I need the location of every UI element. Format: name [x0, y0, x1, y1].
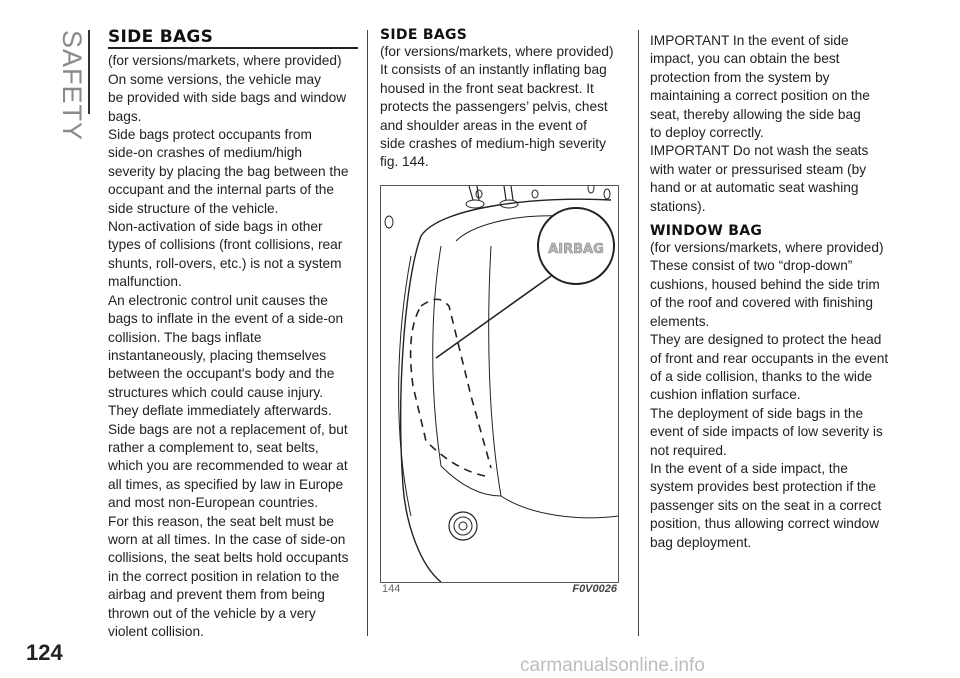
text-line: worn at all times. In the case of side-on: [108, 531, 346, 547]
text-line: side-on crashes of medium/high: [108, 145, 303, 161]
text-line: between the occupant's body and the: [108, 366, 335, 382]
text-line: protects the passengers’ pelvis, chest: [380, 99, 608, 115]
text-line: IMPORTANT In the event of side: [650, 33, 849, 48]
window-bag-heading: WINDOW BAG: [650, 223, 763, 240]
text-line: For this reason, the seat belt must be: [108, 513, 334, 529]
side-bags-subheading: (for versions/markets, where provided): [108, 53, 342, 69]
text-line: which you are recommended to wear at: [108, 458, 348, 474]
column-1: [108, 28, 358, 641]
text-line: The deployment of side bags in the: [650, 405, 864, 421]
text-line: structures which could cause injury.: [108, 384, 324, 400]
text-line: of a side collision, thanks to the wide: [650, 368, 873, 384]
text-line: in the correct position in relation to the: [108, 568, 340, 584]
side-bags-heading-block: [108, 28, 358, 49]
text-line: side structure of the vehicle.: [108, 200, 279, 216]
text-line: of front and rear occupants in the event: [650, 350, 889, 366]
text-line: hand or at automatic seat washing: [650, 180, 859, 196]
text-line: They deflate immediately afterwards.: [108, 403, 332, 419]
text-line: maintaining a correct position on the: [650, 88, 870, 104]
text-line: shunts, roll-overs, etc.) is not a system: [108, 255, 342, 271]
text-line: Side bags are not a replacement of, but: [108, 421, 348, 437]
airbag-label: AIRBAG: [548, 242, 604, 257]
text-line: system provides best protection if the: [650, 479, 876, 495]
text-line: violent collision.: [108, 624, 204, 639]
window-bag-body: [650, 257, 910, 552]
text-line: cushions, housed behind the side trim: [650, 276, 880, 292]
text-line: protection from the system by: [650, 69, 830, 85]
text-line: An electronic control unit causes the: [108, 292, 328, 308]
text-line: stations).: [650, 198, 706, 214]
column-3: [650, 32, 910, 552]
column-divider-1: [367, 30, 368, 636]
text-line: instantaneously, placing themselves: [108, 347, 327, 363]
text-line: rather a complement to, seat belts,: [108, 439, 319, 455]
text-line: Side bags protect occupants from: [108, 127, 312, 143]
text-line: bags to inflate in the event of a side-on: [108, 311, 344, 327]
text-line: position, thus allowing correct window: [650, 516, 879, 532]
section-rule: [88, 30, 90, 114]
text-line: of the roof and covered with finishing: [650, 295, 873, 311]
side-bags-body-2: [380, 61, 630, 171]
text-line: thrown out of the vehicle by a very: [108, 605, 316, 621]
text-line: airbag and prevent them from being: [108, 587, 325, 603]
text-line: and shoulder areas in the event of: [380, 117, 587, 133]
text-line: It consists of an instantly inflating bag: [380, 62, 607, 78]
text-line: On some versions, the vehicle may: [108, 71, 322, 87]
text-line: These consist of two “drop-down”: [650, 258, 853, 274]
text-line: all times, as specified by law in Europe: [108, 476, 344, 492]
text-line: bag deployment.: [650, 534, 752, 550]
text-line: impact, you can obtain the best: [650, 51, 840, 67]
important-notes: [650, 32, 910, 216]
text-line: bags.: [108, 108, 142, 124]
seat-airbag-illustration: [381, 186, 618, 582]
text-line: malfunction.: [108, 274, 182, 290]
text-line: types of collisions (front collisions, rear: [108, 237, 343, 253]
text-line: side crashes of medium-high severity: [380, 136, 606, 152]
window-bag-subheading: (for versions/markets, where provided): [650, 240, 884, 256]
side-bags-body: [108, 71, 358, 642]
side-bags-subheading-2: (for versions/markets, where provided): [380, 44, 614, 59]
text-line: with water or pressurised steam (by: [650, 161, 867, 177]
column-divider-2: [638, 30, 639, 636]
text-line: collisions, the seat belts hold occupants: [108, 550, 349, 566]
text-line: They are designed to protect the head: [650, 332, 882, 348]
text-line: fig. 144.: [380, 154, 429, 170]
text-line: In the event of a side impact, the: [650, 460, 848, 476]
side-bags-heading-2: SIDE BAGS: [380, 27, 468, 43]
text-line: passenger sits on the seat in a correct: [650, 497, 882, 513]
text-line: elements.: [650, 313, 710, 329]
figure-code: F0V0026: [572, 583, 617, 595]
text-line: event of side impacts of low severity is: [650, 424, 883, 440]
side-bags-heading: SIDE BAGS: [108, 27, 214, 47]
text-line: not required.: [650, 442, 727, 458]
text-line: collision. The bags inflate: [108, 329, 262, 345]
text-line: IMPORTANT Do not wash the seats: [650, 143, 869, 159]
column-2: [380, 28, 630, 172]
figure-144: [380, 185, 619, 583]
text-line: occupant and the internal parts of the: [108, 182, 334, 198]
text-line: seat, thereby allowing the side bag: [650, 106, 861, 122]
text-line: to deploy correctly.: [650, 125, 764, 141]
figure-number: 144: [382, 583, 401, 595]
text-line: housed in the front seat backrest. It: [380, 80, 594, 96]
text-line: be provided with side bags and window: [108, 90, 347, 106]
page-number: 124: [26, 640, 63, 665]
watermark: carmanualsonline.info: [520, 655, 705, 676]
text-line: Non-activation of side bags in other: [108, 219, 323, 235]
text-line: severity by placing the bag between the: [108, 163, 349, 179]
text-line: and most non-European countries.: [108, 495, 319, 511]
text-line: cushion inflation surface.: [650, 387, 801, 403]
section-label: SAFETY: [57, 30, 87, 142]
